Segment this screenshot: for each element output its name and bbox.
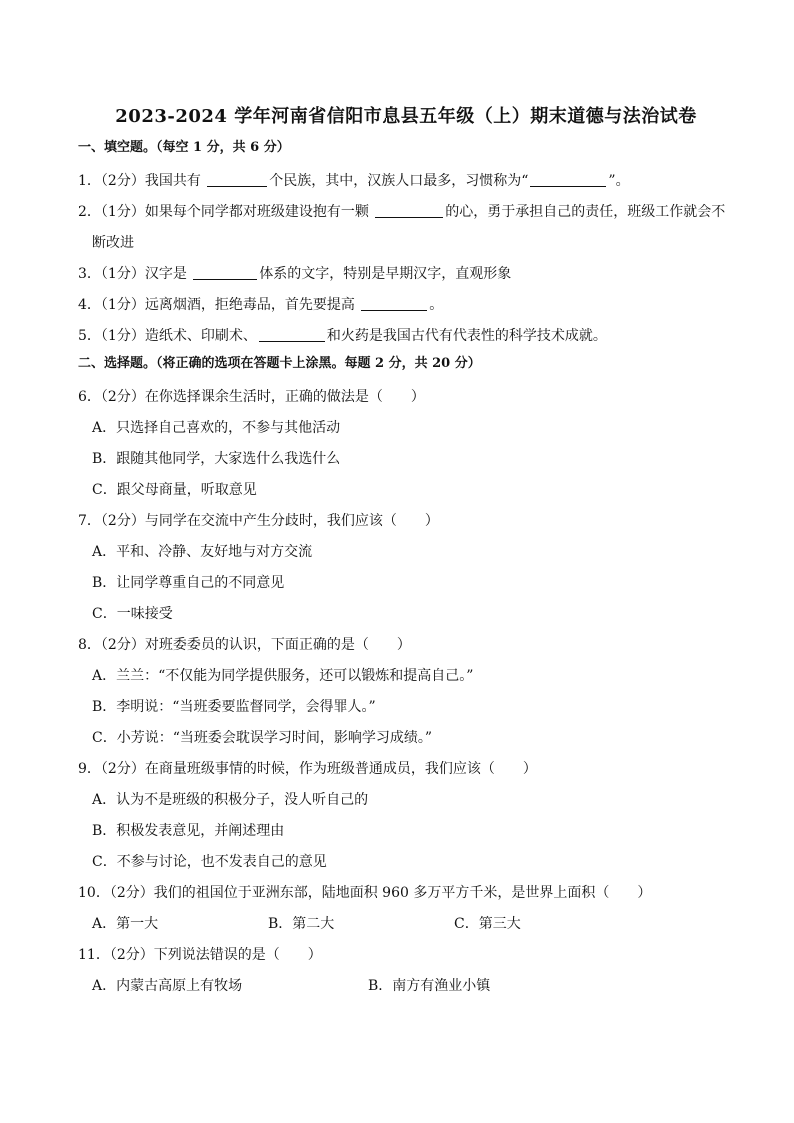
question-8	[78, 630, 734, 754]
option-a: A．平和、冷静、友好地与对方交流	[92, 544, 313, 560]
question-text: 2．（1分）如果每个同学都对班级建设抱有一颗	[78, 204, 374, 220]
option-row	[78, 971, 734, 1002]
question-2	[78, 197, 734, 228]
question-stem: 11．（2分）下列说法错误的是（ ）	[78, 947, 322, 963]
answer-blank	[361, 294, 427, 311]
option-b: B．第二大	[268, 916, 335, 932]
question-stem: 10．（2分）我们的祖国位于亚洲东部，陆地面积 960 多万平方千米，是世界上面积（ ）	[78, 885, 652, 901]
question-text: 4．（1分）远离烟酒，拒绝毒品，首先要提高	[78, 297, 360, 313]
question-10	[78, 878, 734, 940]
option-b: B．让同学尊重自己的不同意见	[92, 575, 285, 591]
option-a: A．认为不是班级的积极分子，没人听自己的	[92, 792, 369, 808]
question-1	[78, 166, 734, 197]
question-text: 1．（2分）我国共有	[78, 173, 206, 189]
option-b: B．南方有渔业小镇	[368, 978, 491, 994]
option-b: B．积极发表意见，并阐述理由	[92, 823, 285, 839]
question-7	[78, 506, 734, 630]
question-4	[78, 290, 734, 321]
question-3	[78, 259, 734, 290]
question-text: 和火药是我国古代有代表性的科学技术成就。	[326, 328, 607, 344]
answer-blank	[193, 263, 257, 280]
question-text: 3．（1分）汉字是	[78, 266, 192, 282]
section-heading-fill-in: 一、填空题。（每空 1 分，共 6 分）	[78, 140, 290, 155]
option-b: B．李明说：“当班委要监督同学，会得罪人。”	[92, 699, 376, 715]
option-c: C．跟父母商量，听取意见	[92, 482, 257, 498]
question-text: 体系的文字，特别是早期汉字，直观形象	[259, 266, 512, 282]
answer-blank	[375, 201, 443, 218]
question-stem: 7．（2分）与同学在交流中产生分歧时，我们应该（ ）	[78, 513, 439, 529]
question-text: 。	[429, 297, 444, 313]
option-c: C．小芳说：“当班委会耽误学习时间，影响学习成绩。”	[92, 730, 433, 746]
question-9	[78, 754, 734, 878]
answer-blank	[207, 170, 267, 187]
option-a: A．内蒙古高原上有牧场	[92, 978, 243, 994]
question-text: 的心，勇于承担自己的责任，班级工作就会不	[445, 204, 726, 220]
option-c: C．不参与讨论，也不发表自己的意见	[92, 854, 327, 870]
question-5	[78, 321, 734, 352]
answer-blank	[259, 325, 325, 342]
option-c: C．一味接受	[92, 606, 173, 622]
section-heading-multiple-choice: 二、选择题。（将正确的选项在答题卡上涂黑。每题 2 分，共 20 分）	[78, 356, 481, 371]
option-a: A．只选择自己喜欢的，不参与其他活动	[92, 420, 341, 436]
question-text: ”。	[608, 173, 630, 189]
question-2-continuation: 断改进	[92, 235, 134, 251]
option-a: A．第一大	[92, 916, 159, 932]
answer-blank	[530, 170, 606, 187]
option-c: C．第三大	[454, 916, 521, 932]
page-title: 2023-2024 学年河南省信阳市息县五年级（上）期末道德与法治试卷	[115, 106, 697, 127]
question-stem: 8．（2分）对班委委员的认识，下面正确的是（ ）	[78, 637, 411, 653]
question-6	[78, 382, 734, 506]
question-stem: 6．（2分）在你选择课余生活时，正确的做法是（ ）	[78, 389, 425, 405]
question-text: 5．（1分）造纸术、印刷术、	[78, 328, 257, 344]
question-text: 个民族，其中，汉族人口最多，习惯称为“	[269, 173, 529, 189]
option-b: B．跟随其他同学，大家选什么我选什么	[92, 451, 341, 467]
option-row	[78, 909, 734, 940]
question-stem: 9．（2分）在商量班级事情的时候，作为班级普通成员，我们应该（ ）	[78, 761, 537, 777]
question-11	[78, 940, 734, 1002]
option-a: A．兰兰：“不仅能为同学提供服务，还可以锻炼和提高自己。”	[92, 668, 474, 684]
